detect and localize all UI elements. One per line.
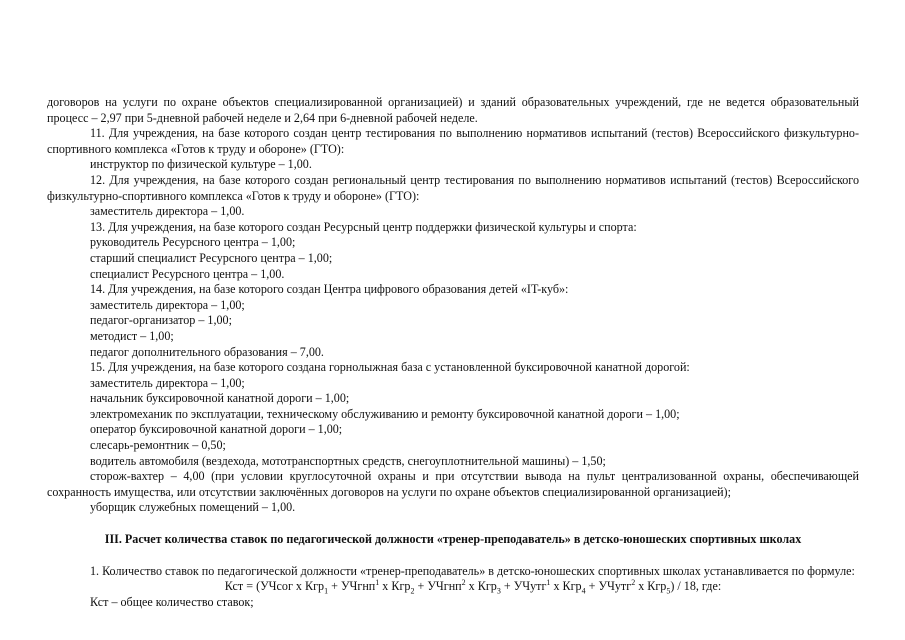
clause-15-item: слесарь-ремонтник – 0,50; — [90, 438, 226, 453]
clause-14-item: заместитель директора – 1,00; — [90, 297, 245, 312]
clause-15-item: уборщик служебных помещений – 1,00. — [90, 500, 296, 515]
clause-11: 11. Для учреждения, на базе которого создан центр тестирования по выполнению нормативов испытаний (тестов) Всероссийского физкультурно-спортивного комплекса «Готов к труду и обороне» (ГТО): — [47, 126, 859, 156]
section-paragraph: 1. Количество ставок по педагогической должности «тренер-преподаватель» в детско-юношеских спортивных школах устанавливается по формуле: — [90, 563, 855, 578]
clause-15-item: водитель автомобиля (вездехода, мототранспортных средств, снегоуплотнительной машины) – 1,50; — [90, 453, 606, 468]
clause-15: 15. Для учреждения, на базе которого создана горнолыжная база с установленной буксировочной канатной дорогой: — [90, 360, 690, 375]
clause-13: 13. Для учреждения, на базе которого создан Ресурсный центр поддержки физической культуры и спорта: — [90, 219, 637, 234]
clause-15-item: начальник буксировочной канатной дороги – 1,00; — [90, 391, 350, 406]
clause-13-item: руководитель Ресурсного центра – 1,00; — [90, 235, 296, 250]
clause-15-item: заместитель директора – 1,00; — [90, 375, 245, 390]
document-page — [47, 95, 859, 610]
clause-11-item: инструктор по физической культуре – 1,00. — [90, 157, 312, 172]
clause-12-item: заместитель директора – 1,00. — [90, 204, 245, 219]
clause-12: 12. Для учреждения, на базе которого создан региональный центр тестирования по выполнению нормативов испытаний (тестов) Всероссийского физкультурно-спортивного комплекса «Готов к труду и обороне» (ГТО): — [47, 172, 859, 203]
section-heading: III. Расчет количества ставок по педагогической должности «тренер-преподаватель» в детско-юношеских спортивных школах — [104, 532, 802, 547]
clause-15-item: оператор буксировочной канатной дороги – 1,00; — [90, 422, 343, 437]
formula-definition: Кст – общее количество ставок; — [90, 594, 254, 609]
continuation-paragraph: договоров на услуги по охране объектов специализированной организацией) и зданий образовательных учреждений, где не ведется образовательный процесс – 2,97 при 5-дневной рабочей неделе и 2,64 при 6-дневной рабочей неделе. — [47, 95, 859, 125]
clause-13-item: специалист Ресурсного центра – 1,00. — [90, 266, 285, 281]
clause-14-item: методист – 1,00; — [90, 328, 174, 343]
clause-14-item: педагог-организатор – 1,00; — [90, 313, 232, 328]
clause-14-item: педагог дополнительного образования – 7,00. — [90, 344, 324, 359]
clause-14: 14. Для учреждения, на базе которого создан Центра цифрового образования детей «IT-куб»: — [90, 282, 569, 297]
clause-15-item: электромеханик по эксплуатации, техническому обслуживанию и ремонту буксировочной канатной дороги – 1,00; — [90, 406, 680, 421]
formula: Кст = (УЧсог х Кгр$_1$ + УЧгнп$^1$ х Кгр$_2$ + УЧгнп$^2$ х Кгр$_3$ + УЧутг$^1$ х Кгр$_4$ + УЧутг$^2$ х Кгр$_5$) / 18, где: — [224, 578, 722, 596]
clause-15-guard-item: сторож-вахтер – 4,00 (при условии круглосуточной охраны и при отсутствии вывода на пульт централизованной охраны, обеспечивающей сохранность имущества, или отсутствии заключённых договоров на услуги по охране объектов специализированной организацией); — [47, 469, 859, 499]
clause-13-item: старший специалист Ресурсного центра – 1,00; — [90, 250, 333, 265]
